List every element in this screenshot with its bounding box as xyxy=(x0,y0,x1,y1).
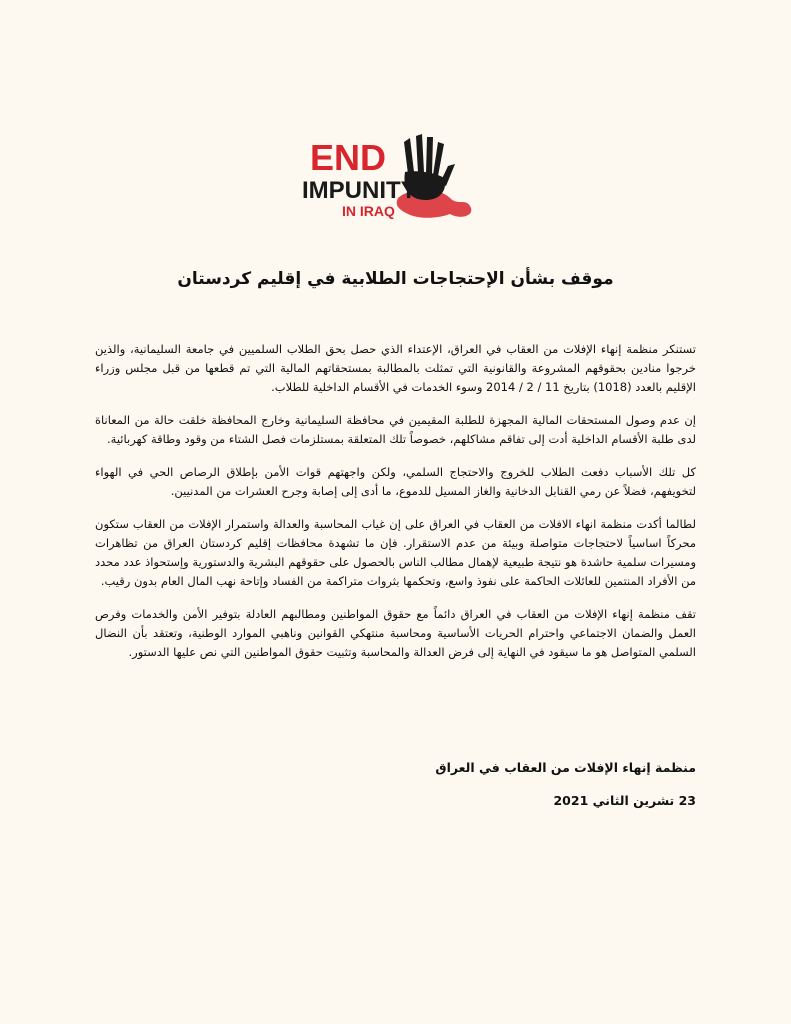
paragraph-5: تقف منظمة إنهاء الإفلات من العقاب في العراق دائماً مع حقوق المواطنين ومطالبهم العادلة بتوفير الأمن والخدمات وفرص العمل والضمان الاجتماعي واحترام الحريات الأساسية ومحاسبة منتهكي القوانين وناهبي الموارد الوطنية، وتعتقد بأن النضال السلمي المتواصل هو ما سيقود في النهاية إلى فرض العدالة والمحاسبة وتثبيت حقوق المواطنين التي نص عليها الدستور. xyxy=(95,607,696,659)
paragraph-2: إن عدم وصول المستحقات المالية المجهزة للطلبة المقيمين في محافظة السليمانية وخارج المحافظة خلقت حالة من المعاناة لدى طلبة الأقسام الداخلية أدت إلى تفاقم مشاكلهم، خصوصاً تلك المتعلقة بمستلزمات فصل الشتاء من وقود وطاقة كهربائية. xyxy=(95,413,696,446)
logo-impunity-text: IMPUNITY xyxy=(302,177,417,204)
logo-end-text: END xyxy=(310,137,387,178)
logo-in-iraq-text: IN IRAQ xyxy=(342,203,395,219)
signature-date: 23 تشرين الثاني 2021 xyxy=(553,793,696,808)
paragraph-1: تستنكر منظمة إنهاء الإفلات من العقاب في العراق، الإعتداء الذي حصل بحق الطلاب السلميين في جامعة السليمانية، والذين خرجوا منادين بحقوقهم المشروعة والقانونية التي تمثلت بالمطالبة بمستحقاتهم المالية التي تم قطعها من قبل مجلس وزراء الإقليم بالعدد (1018) بتاريخ 11 / 2 / 2014 وسوء الخدمات في الأقسام الداخلية للطلاب. xyxy=(95,342,696,394)
document-title: موقف بشأن الإحتجاجات الطلابية في إقليم كردستان xyxy=(177,269,614,289)
signature-block xyxy=(95,760,696,826)
signature-organization: منظمة إنهاء الإفلات من العقاب في العراق xyxy=(435,760,696,775)
document-body xyxy=(95,340,696,676)
end-impunity-logo xyxy=(300,128,480,224)
end-impunity-logo-graphic xyxy=(300,128,480,224)
paragraph-3: كل تلك الأسباب دفعت الطلاب للخروج والاحتجاج السلمي، ولكن واجهتهم قوات الأمن بإطلاق الرصاص الحي في الهواء لتخويفهم، فضلاً عن رمي القنابل الدخانية والغاز المسيل للدموع، ما أدى إلى إصابة وجرح العشرات من المدنيين. xyxy=(95,465,696,498)
paragraph-4: لطالما أكدت منظمة انهاء الافلات من العقاب في العراق على إن غياب المحاسبة والعدالة واستمرار الإفلات من العقاب ستكون محركاً اساسياً لاحتجاجات متواصلة وبيئة من عدم الاستقرار. فإن ما تشهدة محافظات إقليم كردستان العراق من تظاهرات ومسيرات سلمية حاشدة هو نتيجة طبيعية لإهمال مطالب الناس بالحصول على حقوقهم البشرية والدستورية وإستحواذ عدد محدد من الأفراد المنتمين للعائلات الحاكمة على نفوذ واسع، وتحكمها بثروات متراكمة من الفساد وإتاحة نهب المال العام بدون رقيب. xyxy=(95,517,696,588)
